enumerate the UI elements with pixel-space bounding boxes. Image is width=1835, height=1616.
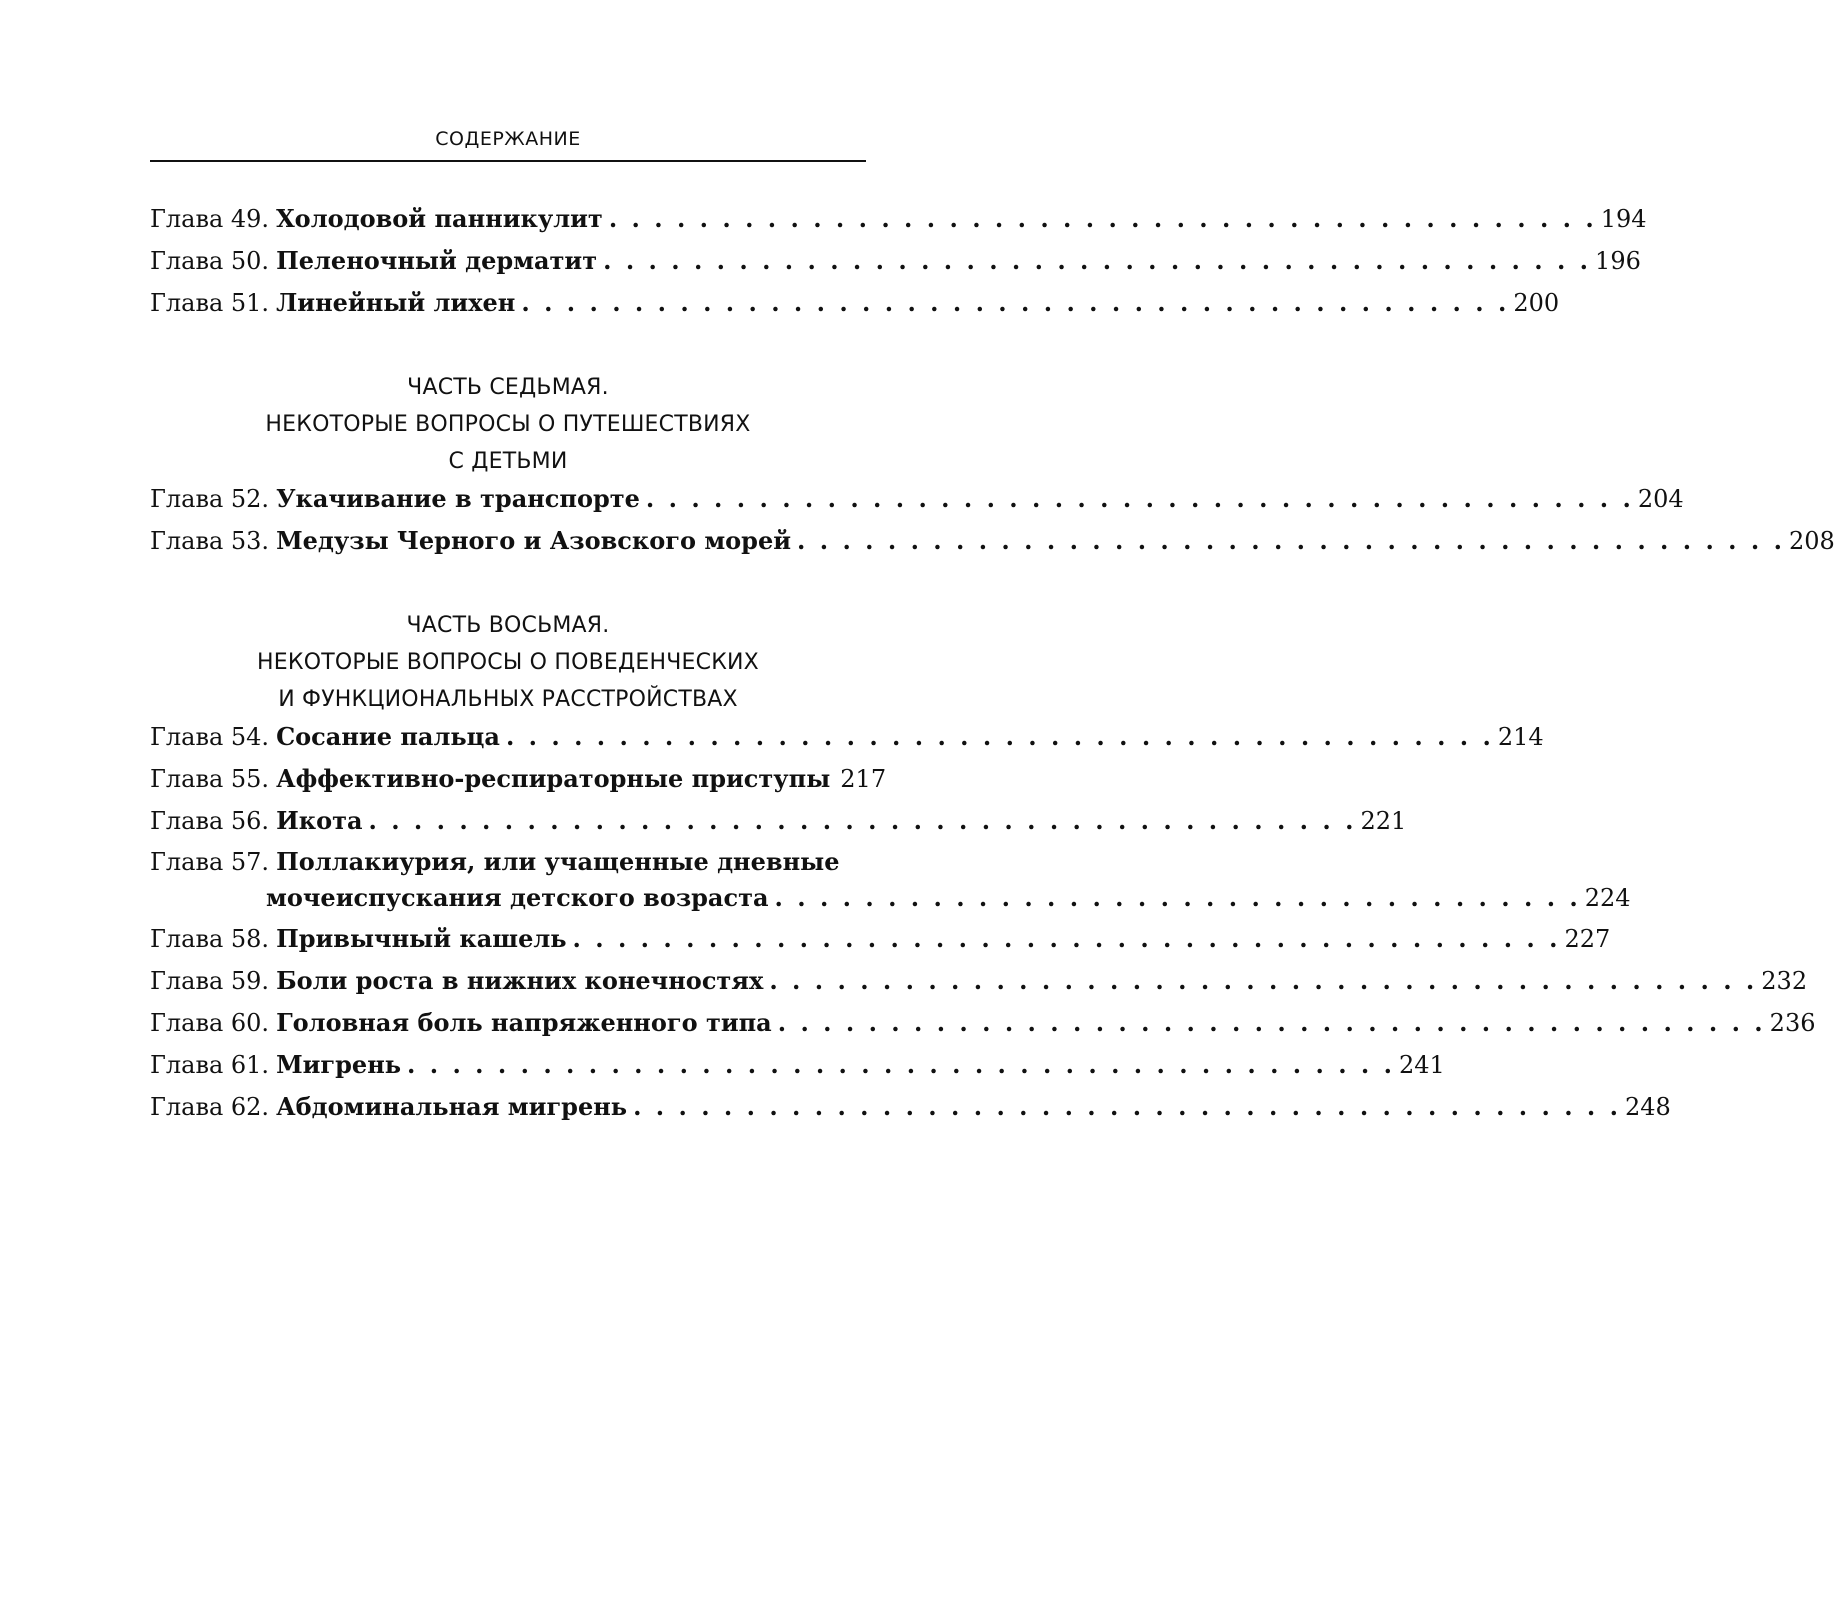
dot-leader: . . . . . . . . . . . . . . . . . . . . . . . . . . . . . . . . . . . . . . . . . . . . <box>633 1092 1621 1121</box>
chapter-title: Икота <box>276 806 363 835</box>
page-number: 217 <box>840 765 887 793</box>
page-number: 232 <box>1761 967 1808 995</box>
page-number: 208 <box>1788 527 1835 555</box>
toc-block-2 <box>150 478 1835 562</box>
toc-entry-ch54[interactable] <box>150 716 1544 758</box>
toc-entry-ch58[interactable] <box>150 918 1611 960</box>
chapter-title: Укачивание в транспорте <box>276 484 640 513</box>
dot-leader: . . . . . . . . . . . . . . . . . . . . . . . . . . . . . . . . . . . . . . . . . . . . <box>572 924 1561 953</box>
dot-leader: . . . . . . . . . . . . . . . . . . . . . . . . . . . . . . . . . . . . . . . . . . . . <box>645 484 1634 513</box>
entry-line-2 <box>150 880 1631 916</box>
part-heading-8 <box>150 607 866 718</box>
dot-leader: . . . . . . . . . . . . . . . . . . . . . . . . . . . . . . . . . . . . . . . . . . . . <box>777 1008 1766 1037</box>
chapter-title: Привычный кашель <box>276 924 567 953</box>
page-number: 227 <box>1564 925 1611 953</box>
page-number: 224 <box>1584 884 1631 912</box>
toc-block-3 <box>150 716 1544 842</box>
dot-leader: . . . . . . . . . . . . . . . . . . . . . . . . . . . . . . . . . . . . . . . . . . . . <box>608 204 1597 233</box>
page-number: 241 <box>1398 1051 1445 1079</box>
part-title-line: НЕКОТОРЫЕ ВОПРОСЫ О ПОВЕДЕНЧЕСКИХ <box>257 650 759 675</box>
part-title-line: С ДЕТЬМИ <box>448 449 568 474</box>
toc-entry-ch59[interactable] <box>150 960 1808 1002</box>
chapter-title: Сосание пальца <box>276 722 500 751</box>
dot-leader: . . . . . . . . . . . . . . . . . . . . . . . . . . . . . . . . . . . . . . . . . . . . <box>521 288 1510 317</box>
toc-entry-ch50[interactable] <box>150 240 1641 282</box>
toc-entry-ch60[interactable] <box>150 1002 1816 1044</box>
page-number: 196 <box>1595 247 1641 275</box>
dot-leader: . . . . . . . . . . . . . . . . . . . . . . . . . . . . . . . . . . . . . . . . . . . . <box>407 1050 1395 1079</box>
toc-entry-ch56[interactable] <box>150 800 1407 842</box>
chapter-title: Холодовой панникулит <box>276 204 603 233</box>
dot-leader: . . . . . . . . . . . . . . . . . . . . . . . . . . . . . . . . . . . . . . . . . . . . <box>368 806 1357 835</box>
chapter-title: Линейный лихен <box>276 288 516 317</box>
chapter-title-line-2: мочеиспускания детского возраста <box>266 883 769 912</box>
page-number: 194 <box>1600 205 1647 233</box>
chapter-label: Глава 49. <box>150 205 270 233</box>
chapter-title-line-1: Поллакиурия, или учащенные дневные <box>276 847 840 876</box>
toc-entry-ch61[interactable] <box>150 1044 1445 1086</box>
running-header: СОДЕРЖАНИЕ <box>435 128 581 150</box>
dot-leader: . . . . . . . . . . . . . . . . . . . . . . . . . . . . . . . . . . . . <box>774 883 1581 912</box>
chapter-label: Глава 62. <box>150 1093 270 1121</box>
toc-entry-ch52[interactable] <box>150 478 1684 520</box>
chapter-label: Глава 51. <box>150 289 270 317</box>
dot-leader: . . . . . . . . . . . . . . . . . . . . . . . . . . . . . . . . . . . . . . . . . . . . <box>505 722 1494 751</box>
chapter-label: Глава 61. <box>150 1051 270 1079</box>
toc-entry-ch57[interactable] <box>150 844 1631 916</box>
part-title-line: И ФУНКЦИОНАЛЬНЫХ РАССТРОЙСТВАХ <box>278 687 738 712</box>
dot-leader: . . . . . . . . . . . . . . . . . . . . . . . . . . . . . . . . . . . . . . . . . . . . <box>603 246 1592 275</box>
toc-entry-ch49[interactable] <box>150 198 1647 240</box>
page-number: 248 <box>1625 1093 1671 1121</box>
chapter-label: Глава 55. <box>150 765 270 793</box>
chapter-title: Боли роста в нижних конечностях <box>276 966 764 995</box>
chapter-title: Медузы Черного и Азовского морей <box>276 526 792 555</box>
chapter-title: Пеленочный дерматит <box>276 246 598 275</box>
chapter-label: Глава 54. <box>150 723 270 751</box>
part-heading-7 <box>150 369 866 480</box>
toc-entry-ch55[interactable] <box>150 758 887 800</box>
page-number: 221 <box>1360 807 1407 835</box>
chapter-label: Глава 60. <box>150 1009 270 1037</box>
part-title-line: ЧАСТЬ ВОСЬМАЯ. <box>406 613 610 638</box>
part-title-line: НЕКОТОРЫЕ ВОПРОСЫ О ПУТЕШЕСТВИЯХ <box>265 412 751 437</box>
chapter-label: Глава 58. <box>150 925 270 953</box>
entry-line-1 <box>150 844 866 880</box>
page-number: 200 <box>1513 289 1560 317</box>
dot-leader: . . . . . . . . . . . . . . . . . . . . . . . . . . . . . . . . . . . . . . . . . . . . <box>797 526 1785 555</box>
part-title-line: ЧАСТЬ СЕДЬМАЯ. <box>407 375 609 400</box>
toc-block-4 <box>150 918 1816 1128</box>
toc-block-1 <box>150 198 1647 324</box>
chapter-label: Глава 57. <box>150 848 270 876</box>
header-rule <box>150 160 866 162</box>
toc-entry-ch51[interactable] <box>150 282 1560 324</box>
chapter-label: Глава 50. <box>150 247 270 275</box>
page-number: 214 <box>1497 723 1544 751</box>
toc-entry-ch53[interactable] <box>150 520 1835 562</box>
chapter-title: Головная боль напряженного типа <box>276 1008 772 1037</box>
chapter-label: Глава 52. <box>150 485 270 513</box>
toc-entry-ch62[interactable] <box>150 1086 1671 1128</box>
chapter-label: Глава 53. <box>150 527 270 555</box>
dot-leader: . . . . . . . . . . . . . . . . . . . . . . . . . . . . . . . . . . . . . . . . . . . . <box>769 966 1758 995</box>
chapter-title: Абдоминальная мигрень <box>276 1092 628 1121</box>
page-number: 204 <box>1637 485 1684 513</box>
chapter-label: Глава 59. <box>150 967 270 995</box>
chapter-title: Аффективно-респираторные приступы <box>276 764 831 793</box>
page-number: 236 <box>1769 1009 1816 1037</box>
chapter-label: Глава 56. <box>150 807 270 835</box>
chapter-title: Мигрень <box>276 1050 402 1079</box>
